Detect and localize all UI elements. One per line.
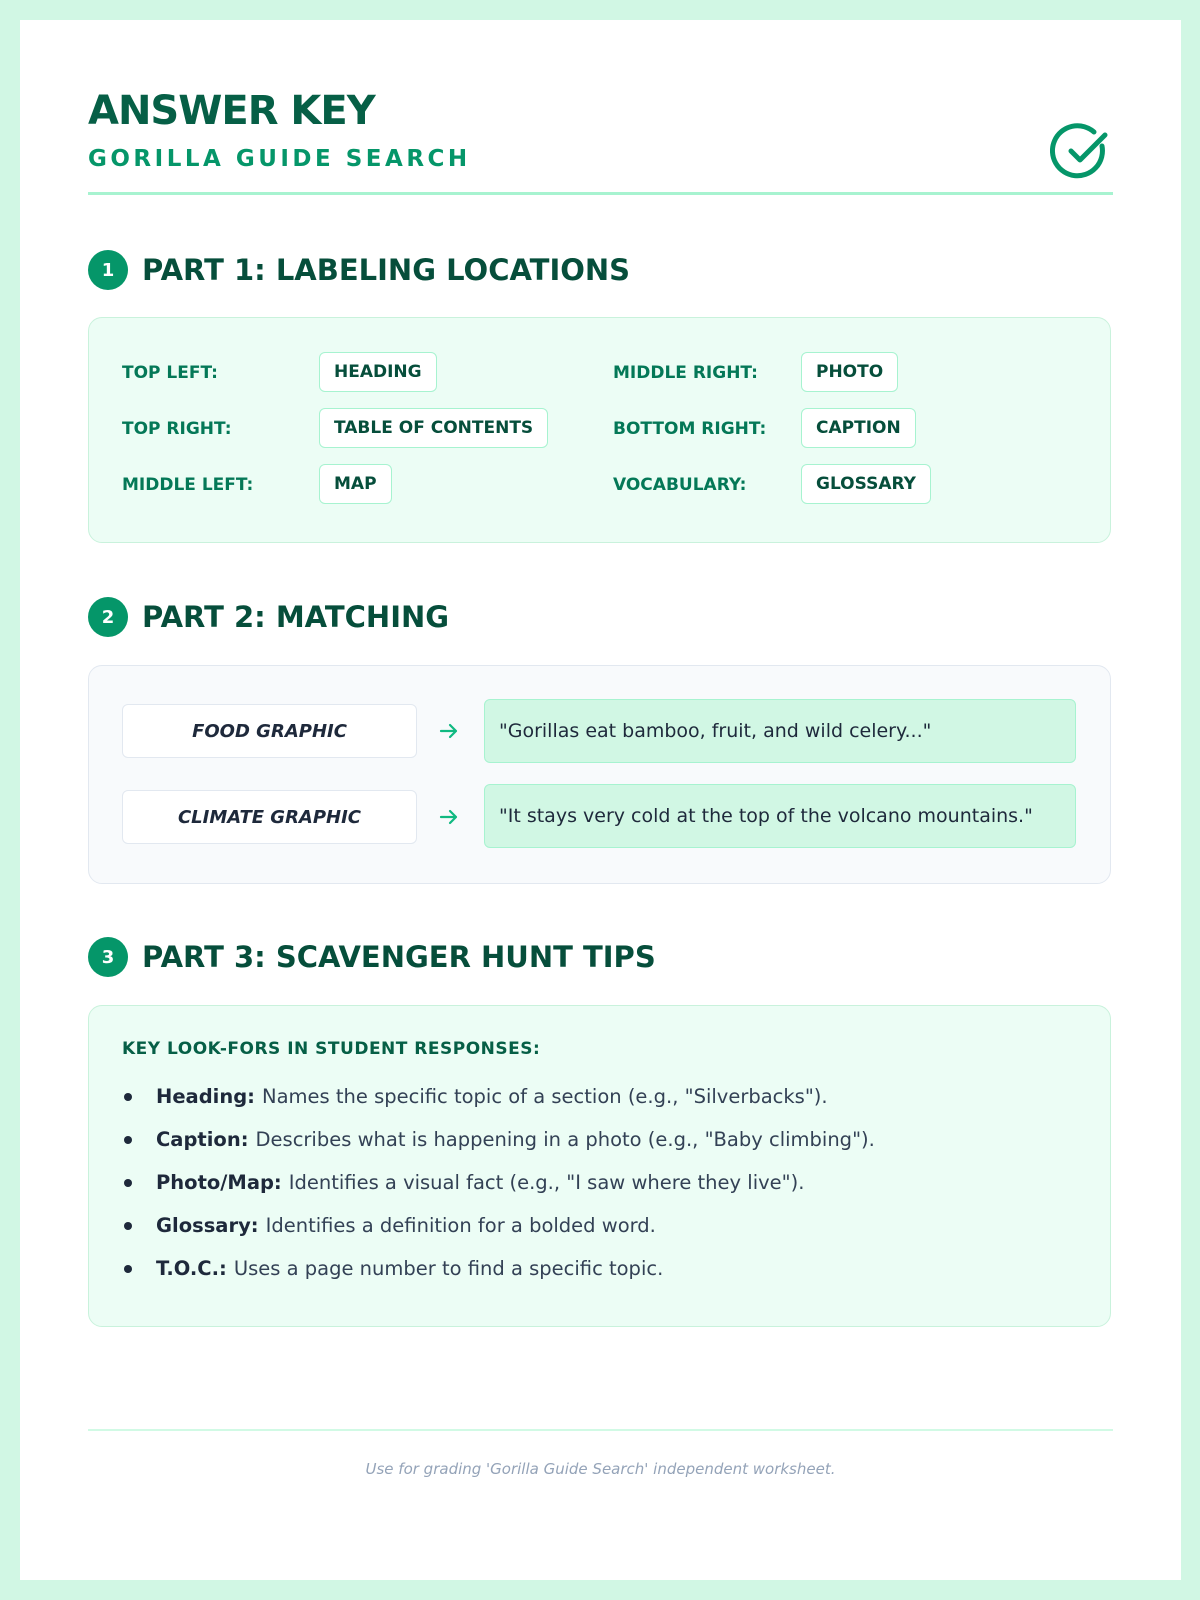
section-heading-part3	[88, 937, 656, 977]
labeling-locations-panel	[88, 317, 1111, 543]
section-number-badge: 1	[88, 250, 128, 290]
tip-text: Describes what is happening in a photo (e.g., "Baby climbing").	[255, 1128, 875, 1151]
section-title: PART 1: LABELING LOCATIONS	[142, 253, 631, 287]
location-label: VOCABULARY:	[613, 475, 747, 495]
footer-note: Use for grading 'Gorilla Guide Search' independent worksheet.	[365, 1460, 836, 1478]
tip-term: Caption:	[156, 1128, 249, 1151]
footer-divider	[88, 1429, 1113, 1431]
graphic-label-box: CLIMATE GRAPHIC	[122, 790, 417, 844]
tip-text: Names the specific topic of a section (e.g., "Silverbacks").	[262, 1085, 828, 1108]
bullet-icon	[124, 1093, 132, 1101]
location-answer-chip: PHOTO	[801, 352, 898, 392]
worksheet-page	[20, 20, 1181, 1580]
graphic-label-box: FOOD GRAPHIC	[122, 704, 417, 758]
tip-term: Photo/Map:	[156, 1171, 282, 1194]
tips-heading: KEY LOOK-FORS IN STUDENT RESPONSES:	[122, 1039, 541, 1059]
tip-text: Identifies a definition for a bolded word.	[265, 1214, 656, 1237]
arrow-right-icon	[437, 805, 461, 829]
section-title: PART 2: MATCHING	[142, 600, 450, 634]
location-label: BOTTOM RIGHT:	[613, 419, 767, 439]
location-label: TOP LEFT:	[122, 363, 218, 383]
location-answer-chip: GLOSSARY	[801, 464, 931, 504]
location-label: MIDDLE LEFT:	[122, 475, 254, 495]
tip-list-item	[122, 1171, 804, 1194]
matched-quote-box: "It stays very cold at the top of the volcano mountains."	[484, 784, 1076, 848]
tip-term: T.O.C.:	[156, 1257, 227, 1280]
bullet-icon	[124, 1222, 132, 1230]
header-divider	[88, 192, 1113, 195]
matching-panel	[88, 665, 1111, 884]
section-number-badge: 2	[88, 597, 128, 637]
location-answer-chip: CAPTION	[801, 408, 916, 448]
arrow-right-icon	[437, 719, 461, 743]
tip-text: Uses a page number to find a specific topic.	[233, 1257, 664, 1280]
page-title: ANSWER KEY	[88, 88, 375, 134]
bullet-icon	[124, 1136, 132, 1144]
bullet-icon	[124, 1265, 132, 1273]
tip-term: Glossary:	[156, 1214, 259, 1237]
location-answer-chip: TABLE OF CONTENTS	[319, 408, 548, 448]
section-heading-part2	[88, 597, 449, 637]
page-subtitle: GORILLA GUIDE SEARCH	[88, 146, 471, 172]
tip-list-item	[122, 1214, 656, 1237]
location-label: TOP RIGHT:	[122, 419, 232, 439]
tip-list-item	[122, 1128, 875, 1151]
tip-list-item	[122, 1257, 663, 1280]
bullet-icon	[124, 1179, 132, 1187]
location-label: MIDDLE RIGHT:	[613, 363, 758, 383]
scavenger-hunt-tips-panel	[88, 1005, 1111, 1327]
tip-text: Identifies a visual fact (e.g., "I saw where they live").	[288, 1171, 805, 1194]
tip-term: Heading:	[156, 1085, 255, 1108]
check-circle-icon	[1050, 120, 1114, 184]
matched-quote-box: "Gorillas eat bamboo, fruit, and wild celery..."	[484, 699, 1076, 763]
section-heading-part1	[88, 250, 630, 290]
section-number-badge: 3	[88, 937, 128, 977]
section-title: PART 3: SCAVENGER HUNT TIPS	[142, 940, 656, 974]
location-answer-chip: MAP	[319, 464, 392, 504]
tip-list-item	[122, 1085, 828, 1108]
location-answer-chip: HEADING	[319, 352, 437, 392]
